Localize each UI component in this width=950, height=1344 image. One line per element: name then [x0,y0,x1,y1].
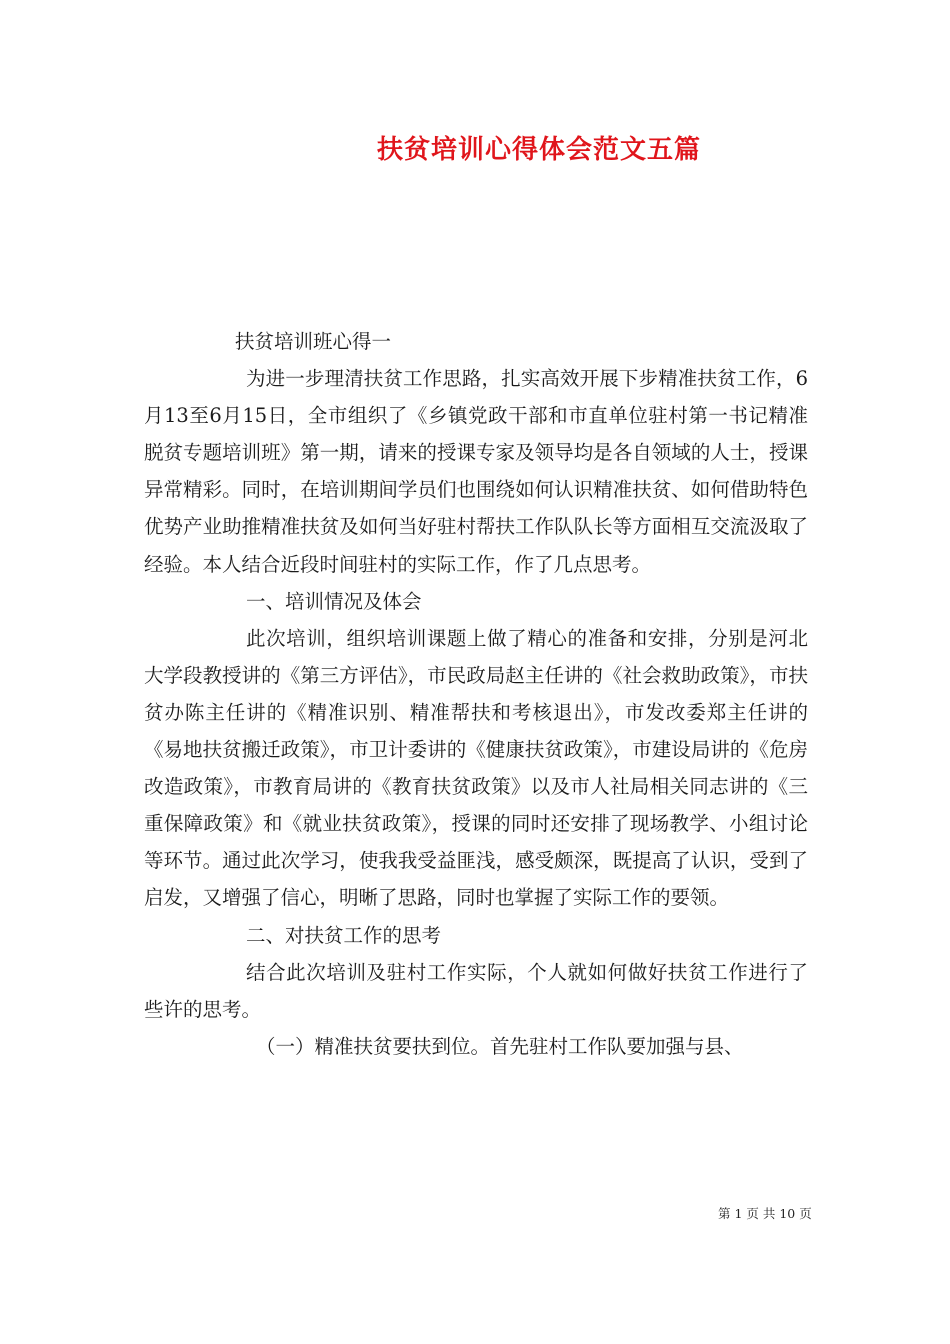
page-number-footer: 第 1 页 共 10 页 [718,1206,812,1221]
subsection-heading: 二、对扶贫工作的思考 [246,923,442,947]
paragraph: （一）精准扶贫要扶到位。首先驻村工作队要加强与县、 [256,1034,744,1058]
paragraph: 此次培训，组织培训课题上做了精心的准备和安排，分别是河北大学段教授讲的《第三方评估》，市民政局赵主任讲的《社会救助政策》，市扶贫办陈主任讲的《精准识别、精准帮扶和考核退出》，市发改委郑主任讲的《易地扶贫搬迁政策》，市卫计委讲的《健康扶贫政策》，市建设局讲的《危房改造政策》，市教育局讲的《教育扶贫政策》以及市人社局相关同志讲的《三重保障政策》和《就业扶贫政策》，授课的同时还安排了现场教学、小组讨论等环节。通过此次学习，使我我受益匪浅，感受颇深，既提高了认识，受到了启发，又增强了信心，明晰了思路，同时也掌握了实际工作的要领。 [144,626,808,910]
section-heading: 扶贫培训班心得一 [235,330,392,353]
document-body [144,323,808,1065]
subsection-heading: 一、培训情况及体会 [246,589,422,613]
paragraph: 结合此次培训及驻村工作实际，个人就如何做好扶贫工作进行了些许的思考。 [144,960,808,1021]
paragraph: 为进一步理清扶贫工作思路，扎实高效开展下步精准扶贫工作，6月13至6月15日，全市组织了《乡镇党政干部和市直单位驻村第一书记精准脱贫专题培训班》第一期，请来的授课专家及领导均是各自领域的人士，授课异常精彩。同时，在培训期间学员们也围绕如何认识精准扶贫、如何借助特色优势产业助推精准扶贫及如何当好驻村帮扶工作队队长等方面相互交流汲取了经验。本人结合近段时间驻村的实际工作，作了几点思考。 [144,367,808,576]
document-title: 扶贫培训心得体会范文五篇 [376,135,701,165]
